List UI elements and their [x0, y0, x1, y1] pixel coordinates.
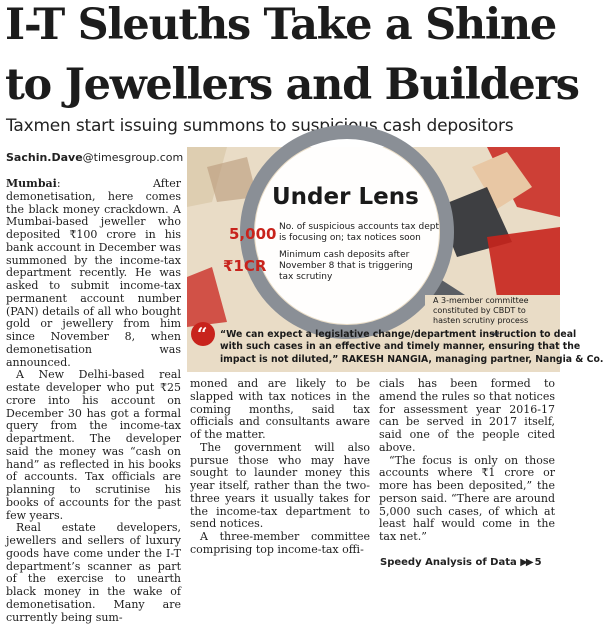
article-column-1 — [6, 178, 181, 624]
stat-5000-value: 5,000 — [229, 225, 277, 243]
footer-page-number: 5 — [534, 557, 542, 568]
article-column-2 — [190, 378, 370, 557]
article-column-3 — [379, 378, 555, 544]
svg-text:“: “ — [197, 324, 208, 345]
article-paragraph: A New Delhi-based real estate developer who put ₹25 crore into his account on December 30 has got a formal query from the income-tax department. The developer said the money was “cash on hand” as reflected in his books of accounts. Tax officials are planning to scrutinise his books of accounts for the past few years. — [6, 368, 181, 522]
article-paragraph: cials has been formed to amend the rules so that notices for assessment year 2016-17 can be served in 2017 itself, said one of the people cited above. — [379, 377, 555, 454]
dateline: Mumbai — [6, 177, 57, 190]
headline-line-1: I-T Sleuths Take a Shine — [5, 0, 556, 50]
quote-attribution-rest: , managing partner, Nangia & Co. — [428, 353, 603, 365]
double-arrow-icon: ▶▶ — [520, 557, 532, 568]
quote-attribution-name: RAKESH NANGIA — [341, 353, 429, 365]
article-paragraph: moned and are likely to be slapped with tax notices in the coming months, said tax officials and consultants aware of the matter. — [190, 377, 370, 441]
headline — [5, 0, 579, 111]
graphic-title: Under Lens — [272, 184, 419, 210]
stat-1cr-caption: Minimum cash deposits after November 8 that is triggering tax scrutiny — [279, 250, 413, 282]
graphic-quote: “We can expect a legislative change/department instruction to deal with such cases in an effective and timely manner, ensuring that the impact is not diluted,” RAKESH NANGIA, managing partner, Nangia & Co. — [220, 329, 603, 365]
stat-5000-caption: No. of suspicious accounts tax dept is focusing on; tax notices soon — [279, 222, 439, 243]
byline-name: Sachin.Dave — [6, 151, 83, 164]
article-paragraph: The government will also pursue those who may have sought to launder money this year itself, rather than the two-three years it usually takes for the income-tax department to send notices. — [190, 440, 370, 531]
article-paragraph: Real estate developers, jewellers and sellers of luxury goods have come under the I-T department’s scanner as part of the exercise to unearth black money in the wake of demonetisation. Many are currently being sum- — [6, 521, 181, 624]
committee-note: A 3-member committee constituted by CBDT to hasten scrutiny process — [433, 296, 529, 325]
deck-subheadline: Taxmen start issuing summons to suspicious cash depositors — [6, 116, 514, 136]
footer-label: Speedy Analysis of Data — [380, 557, 517, 568]
article-paragraph: “The focus is only on those accounts where ₹1 crore or more has been deposited,” the person said. “There are around 5,000 such cases, of which at least half would come in the tax net.” — [379, 453, 555, 543]
stat-1cr-value: ₹1CR — [223, 257, 267, 275]
byline — [6, 151, 183, 164]
under-lens-graphic — [187, 147, 603, 372]
article-paragraph: A three-member committee comprising top income-tax offi- — [190, 530, 370, 556]
continued-on-page-link[interactable] — [380, 557, 542, 568]
headline-line-2: to Jewellers and Builders — [5, 60, 579, 110]
byline-domain: @timesgroup.com — [82, 151, 184, 164]
article-paragraph: Mumbai: After demonetisation, here comes the black money crackdown. A Mumbai-based jeweller who deposited ₹100 crore in his bank account in December was summoned by the income-tax department recently. He was asked to submit income-tax permanent account number (PAN) details of all who bought gold or jewellery from him since November 8, when demonetisation was announced. — [6, 177, 181, 369]
